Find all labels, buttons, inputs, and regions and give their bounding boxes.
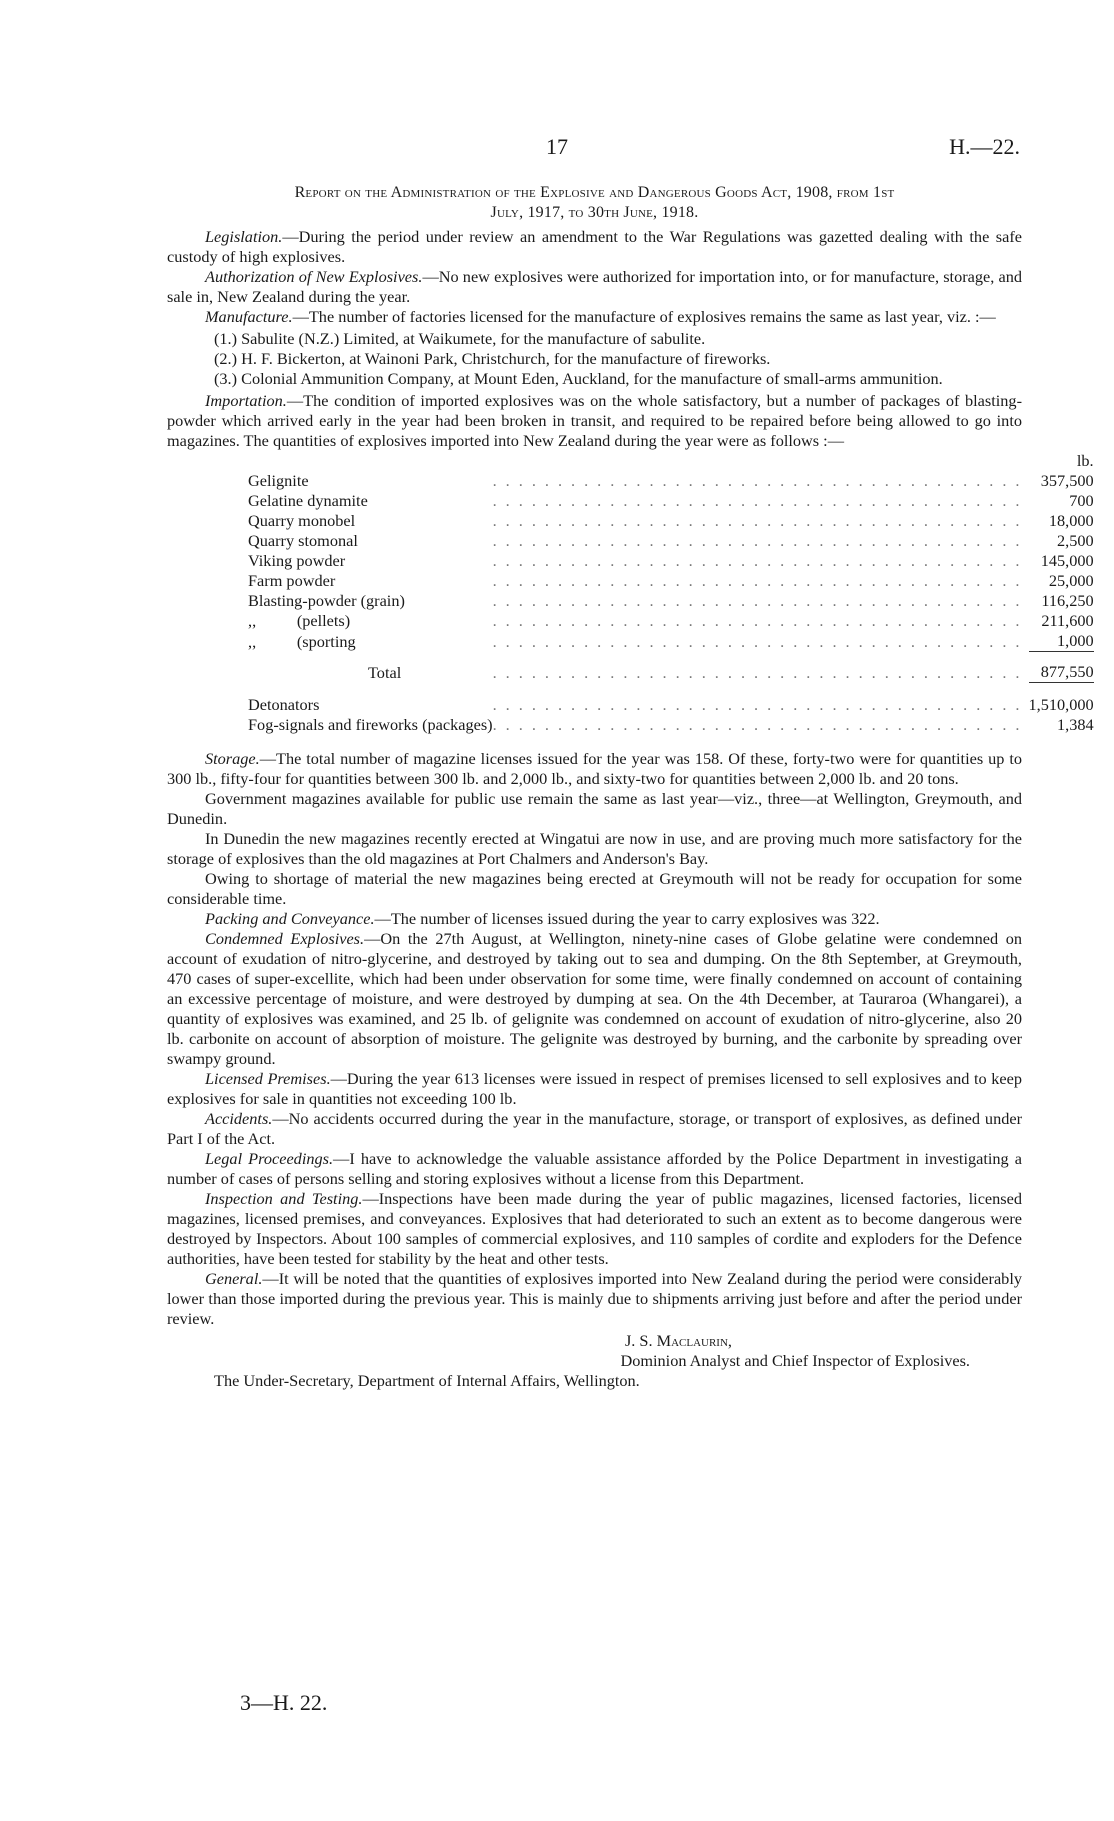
condemned-paragraph bbox=[167, 929, 1022, 1069]
row-label: ,, (sporting bbox=[248, 631, 356, 651]
table-row: Quarry monobel ......................................... 18,000 bbox=[248, 511, 1094, 530]
accidents-heading: Accidents. bbox=[205, 1108, 273, 1128]
document-code: H.—22. bbox=[949, 134, 1020, 159]
table-row: Gelignite ......................................... 357,500 bbox=[248, 471, 1094, 490]
authorization-text: —No new explosives were authorized for importation into, or for manufacture, storage, and sale in, New Zealand during the year. bbox=[167, 267, 1022, 306]
manufacture-text: —The number of factories licensed for the manufacture of explosives remains the same as last year, viz. :— bbox=[292, 307, 996, 326]
row-label: Blasting-powder (grain) bbox=[248, 591, 405, 610]
total-row: Total ......................................... 877,550 bbox=[248, 652, 1094, 683]
storage-heading: Storage. bbox=[205, 748, 260, 768]
row-value: 700 bbox=[1069, 491, 1094, 510]
storage-paragraph-3: In Dunedin the new magazines recently erected at Wingatui are now in use, and are proving much more satisfactory for the storage of explosives than the old magazines at Port Chalmers and Anderson's Bay. bbox=[167, 828, 1022, 868]
packing-heading: Packing and Conveyance. bbox=[205, 908, 375, 928]
manufacture-paragraph bbox=[167, 307, 1022, 327]
row-value: 116,250 bbox=[1041, 591, 1094, 610]
inspection-heading: Inspection and Testing. bbox=[205, 1188, 363, 1208]
report-body bbox=[167, 183, 1094, 1391]
table-row: Gelatine dynamite ......................................... 700 bbox=[248, 491, 1094, 510]
imports-table bbox=[248, 451, 1094, 735]
licensed-paragraph bbox=[167, 1069, 1022, 1109]
row-label: Quarry monobel bbox=[248, 511, 356, 530]
report-title bbox=[167, 183, 1022, 223]
row-label: Farm powder bbox=[248, 571, 336, 590]
table-row: Viking powder ......................................... 145,000 bbox=[248, 551, 1094, 570]
general-text: —It will be noted that the quantities of explosives imported into New Zealand during the period were considerably lower than those imported during the previous year. This is mainly due to shipments arriving just before and after the period under review. bbox=[167, 1268, 1022, 1328]
accidents-paragraph bbox=[167, 1109, 1022, 1149]
licensed-heading: Licensed Premises. bbox=[205, 1068, 331, 1088]
factory-item: (1.) Sabulite (N.Z.) Limited, at Waikumete, for the manufacture of sabulite. bbox=[214, 329, 706, 348]
row-value: 2,500 bbox=[1056, 531, 1094, 550]
table-row: Fog-signals and fireworks (packages) ......................................... 1,384 bbox=[248, 714, 1094, 734]
legislation-heading: Legislation. bbox=[205, 227, 283, 246]
title-line-1: Report on the Administration of the Explosive and Dangerous Goods Act, 1908, from 1st bbox=[294, 184, 895, 201]
packing-paragraph bbox=[167, 909, 1022, 929]
unit-label: lb. bbox=[1076, 451, 1094, 470]
legislation-paragraph bbox=[167, 227, 1022, 267]
importation-paragraph bbox=[167, 391, 1022, 451]
row-value: 25,000 bbox=[1048, 571, 1094, 590]
authorization-paragraph bbox=[167, 267, 1022, 307]
total-label: Total bbox=[368, 662, 402, 682]
table-row: Farm powder ......................................... 25,000 bbox=[248, 571, 1094, 590]
accidents-text: —No accidents occurred during the year in the manufacture, storage, or transport of explosives, as defined under Part I of the Act. bbox=[167, 1108, 1022, 1148]
row-value: 1,000 bbox=[1029, 631, 1094, 652]
row-label: Fog-signals and fireworks (packages) bbox=[248, 714, 493, 734]
row-label: Gelignite bbox=[248, 471, 309, 490]
importation-heading: Importation. bbox=[205, 391, 287, 410]
total-value: 877,550 bbox=[1029, 652, 1094, 683]
table-unit-row bbox=[248, 451, 1094, 471]
title-line-2: July, 1917, to 30th June, 1918. bbox=[490, 204, 699, 221]
row-label: Quarry stomonal bbox=[248, 531, 358, 550]
page-number: 17 bbox=[546, 134, 568, 159]
storage-paragraph-4: Owing to shortage of material the new magazines being erected at Greymouth will not be ready for occupation for some considerable time. bbox=[167, 868, 1022, 908]
row-value: 1,384 bbox=[1056, 714, 1094, 734]
row-value: 145,000 bbox=[1040, 551, 1094, 570]
row-value: 18,000 bbox=[1048, 511, 1094, 530]
table-row: ,, (pellets) ......................................... 211,600 bbox=[248, 611, 1094, 630]
table-row: ,, (sporting ......................................... 1,000 bbox=[248, 631, 1094, 651]
signature-name: J. S. Maclaurin, bbox=[624, 1330, 732, 1350]
legal-paragraph bbox=[167, 1149, 1022, 1189]
factory-list bbox=[167, 329, 1022, 389]
packing-text: —The number of licenses issued during the year to carry explosives was 322. bbox=[374, 908, 880, 928]
footer-code: 3—H. 22. bbox=[240, 1690, 328, 1715]
signature-title: Dominion Analyst and Chief Inspector of Explosives. bbox=[620, 1350, 970, 1370]
licensed-text: —During the year 613 licenses were issued in respect of premises licensed to sell explosives and to keep explosives for sale in quantities not exceeding 100 lb. bbox=[167, 1068, 1022, 1108]
legal-heading: Legal Proceedings. bbox=[205, 1148, 334, 1168]
general-heading: General. bbox=[205, 1268, 263, 1288]
importation-text: —The condition of imported explosives was on the whole satisfactory, but a number of packages of blasting-powder which arrived early in the year had been broken in transit, and required to be repaired before being allowed to go into magazines. The quantities of explosives imported into New Zealand during the year were as follows :— bbox=[167, 391, 1022, 450]
row-label: Gelatine dynamite bbox=[248, 491, 368, 510]
row-label: Viking powder bbox=[248, 551, 346, 570]
factory-item: (3.) Colonial Ammunition Company, at Mount Eden, Auckland, for the manufacture of small-arms ammunition. bbox=[214, 369, 943, 388]
storage-paragraph-2: Government magazines available for public use remain the same as last year—viz., three—at Wellington, Greymouth, and Dunedin. bbox=[167, 788, 1022, 828]
manufacture-heading: Manufacture. bbox=[205, 307, 293, 326]
row-label: ,, (pellets) bbox=[248, 611, 351, 630]
table-row: Blasting-powder (grain) ......................................... 116,250 bbox=[248, 591, 1094, 610]
row-value: 1,510,000 bbox=[1028, 694, 1094, 714]
general-paragraph bbox=[167, 1269, 1022, 1329]
inspection-text: —Inspections have been made during the year of public magazines, licensed factories, licensed magazines, licensed premises, and conveyances. Explosives that had deteriorated to such an extent as to become dangerous were destroyed by Inspectors. About 100 samples of commercial explosives, and 110 samples of cordite and exploders for the Defence authorities, have been tested for stability by the heat and other tests. bbox=[167, 1188, 1022, 1268]
addressee: The Under-Secretary, Department of Internal Affairs, Wellington. bbox=[214, 1370, 640, 1390]
row-label: Detonators bbox=[248, 694, 320, 714]
table-row: Detonators ......................................... 1,510,000 bbox=[248, 694, 1094, 714]
condemned-text: —On the 27th August, at Wellington, ninety-nine cases of Globe gelatine were condemned on account of exudation of nitro-glycerine, and destroyed by taking out to sea and dumping. On the 8th September, at Greymouth, 470 cases of super-excellite, which had been under observation for some time, were finally condemned on account of containing an excessive percentage of moisture, and were destroyed by dumping at sea. On the 4th December, at Tauraroa (Whangarei), a quantity of explosives was examined, and 25 lb. of gelignite was condemned on account of exudation of nitro-glycerine, also 20 lb. carbonite on account of absorption of moisture. The gelignite was destroyed by burning, and the carbonite by spreading over swampy ground. bbox=[167, 928, 1022, 1068]
table-row: Quarry stomonal ......................................... 2,500 bbox=[248, 531, 1094, 550]
row-value: 211,600 bbox=[1041, 611, 1094, 630]
storage-paragraph bbox=[167, 749, 1022, 789]
legal-text: —I have to acknowledge the valuable assistance afforded by the Police Department in investigating a number of cases of persons selling and storing explosives without a license from this Department. bbox=[167, 1148, 1022, 1188]
legislation-text: —During the period under review an amendment to the War Regulations was gazetted dealing with the safe custody of high explosives. bbox=[167, 227, 1022, 266]
factory-item: (2.) H. F. Bickerton, at Wainoni Park, Christchurch, for the manufacture of fireworks. bbox=[214, 349, 771, 368]
authorization-heading: Authorization of New Explosives. bbox=[205, 267, 423, 286]
storage-text: —The total number of magazine licenses issued for the year was 158. Of these, forty-two were for quantities up to 300 lb., fifty-four for quantities between 300 lb. and 2,000 lb., and sixty-two for quantities between 2,000 lb. and 20 tons. bbox=[167, 748, 1022, 788]
inspection-paragraph bbox=[167, 1189, 1022, 1269]
row-value: 357,500 bbox=[1040, 471, 1094, 490]
condemned-heading: Condemned Explosives. bbox=[205, 928, 365, 948]
